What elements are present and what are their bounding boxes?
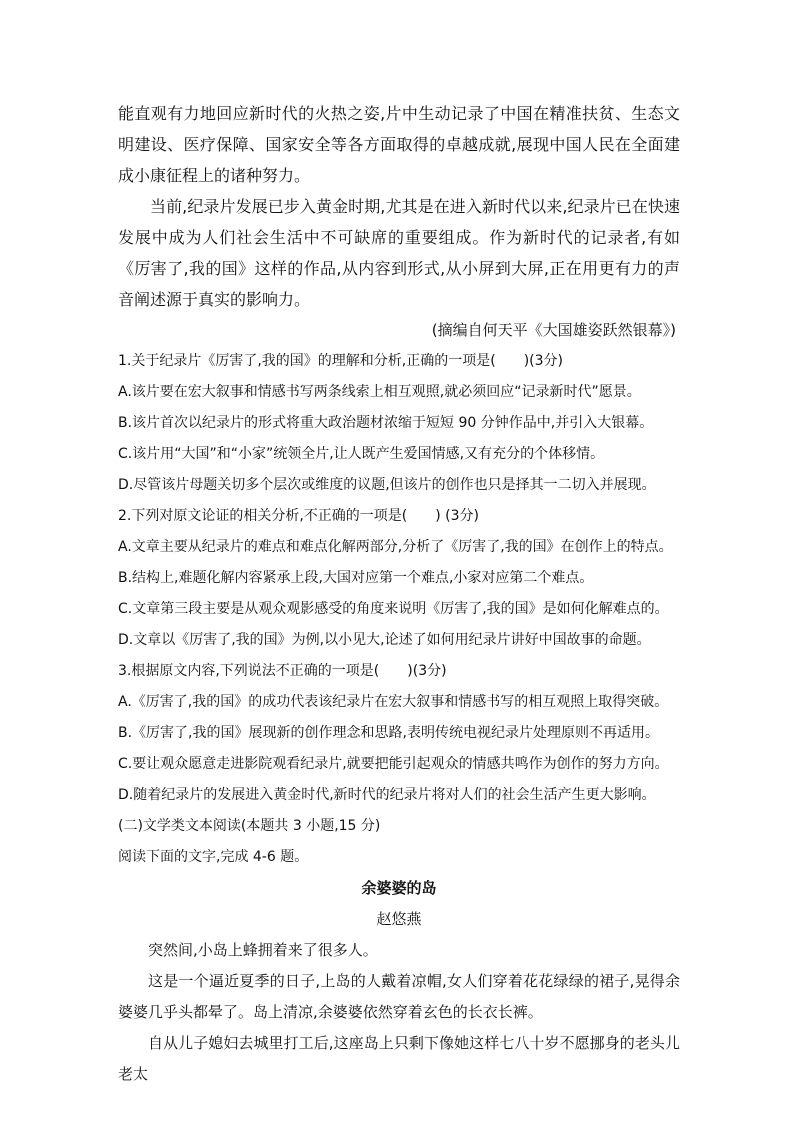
option-d: D.文章以《厉害了,我的国》为例,以小见大,论述了如何用纪录片讲好中国故事的命题。 — [118, 632, 651, 648]
story-author: 赵悠燕 — [376, 910, 422, 928]
passage-source: (摘编自何天平《大国雄姿跃然银幕》) — [431, 321, 676, 339]
story-title: 余婆婆的岛 — [361, 879, 437, 897]
option-a: A.《厉害了,我的国》的成功代表该纪录片在宏大叙事和情感书写的相互观照上取得突破。 — [118, 694, 669, 710]
option-c: C.该片用“大国”和“小家”统领全片,让人既产生爱国情感,又有充分的个体移情。 — [118, 446, 605, 462]
document-page — [118, 98, 680, 1090]
question-1 — [118, 346, 680, 501]
story-paragraph-2: 这是一个逼近夏季的日子,上岛的人戴着凉帽,女人们穿着花花绿绿的裙子,晃得余婆婆几乎头都晕了。岛上清凉,余婆婆依然穿着玄色的长衣长裤。 — [118, 972, 680, 1021]
option-a: A.文章主要从纪录片的难点和难点化解两部分,分析了《厉害了,我的国》在创作上的特点。 — [118, 539, 673, 555]
section-instruction: 阅读下面的文字,完成 4-6 题。 — [118, 849, 309, 865]
question-2 — [118, 501, 680, 656]
passage-paragraph-1: 能直观有力地回应新时代的火热之姿,片中生动记录了中国在精准扶贫、生态文明建设、医疗保障、国家安全等各方面取得的卓越成就,展现中国人民在全面建成小康征程上的诸种努力。 — [118, 104, 680, 185]
question-stem: 1.关于纪录片《厉害了,我的国》的理解和分析,正确的一项是( )(3分) — [118, 353, 564, 369]
option-b: B.《厉害了,我的国》展现新的创作理念和思路,表明传统电视纪录片处理原则不再适用。 — [118, 725, 659, 741]
option-d: D.随着纪录片的发展进入黄金时代,新时代的纪录片将对人们的社会生活产生更大影响。 — [118, 787, 656, 803]
story-paragraph-3: 自从儿子媳妇去城里打工后,这座岛上只剩下像她这样七八十岁不愿挪身的老头儿老太 — [118, 1034, 680, 1083]
question-3 — [118, 656, 680, 811]
option-c: C.文章第三段主要是从观众观影感受的角度来说明《厉害了,我的国》是如何化解难点的。 — [118, 601, 669, 617]
question-stem: 3.根据原文内容,下列说法不正确的一项是( )(3分) — [118, 663, 447, 679]
option-c: C.要让观众愿意走进影院观看纪录片,就要把能引起观众的情感共鸣作为创作的努力方向。 — [118, 756, 669, 772]
question-stem: 2.下列对原文论证的相关分析,不正确的一项是( ) (3分) — [118, 508, 480, 524]
story-paragraph-1: 突然间,小岛上蜂拥着来了很多人。 — [148, 941, 378, 959]
option-a: A.该片要在宏大叙事和情感书写两条线索上相互观照,就必须回应“记录新时代”愿景。 — [118, 384, 641, 400]
section-heading: (二)文学类文本阅读(本题共 3 小题,15 分) — [118, 818, 381, 834]
passage-paragraph-2: 当前,纪录片发展已步入黄金时期,尤其是在进入新时代以来,纪录片已在快速发展中成为人们社会生活中不可缺席的重要组成。作为新时代的记录者,有如《厉害了,我的国》这样的作品,从内容到形式,从小屏到大屏,正在用更有力的声音阐述源于真实的影响力。 — [118, 197, 680, 309]
option-d: D.尽管该片母题关切多个层次或维度的议题,但该片的创作也只是择其一二切入并展现。 — [118, 477, 656, 493]
option-b: B.该片首次以纪录片的形式将重大政治题材浓缩于短短 90 分钟作品中,并引入大银幕。 — [118, 415, 654, 431]
option-b: B.结构上,难题化解内容紧承上段,大国对应第一个难点,小家对应第二个难点。 — [118, 570, 594, 586]
